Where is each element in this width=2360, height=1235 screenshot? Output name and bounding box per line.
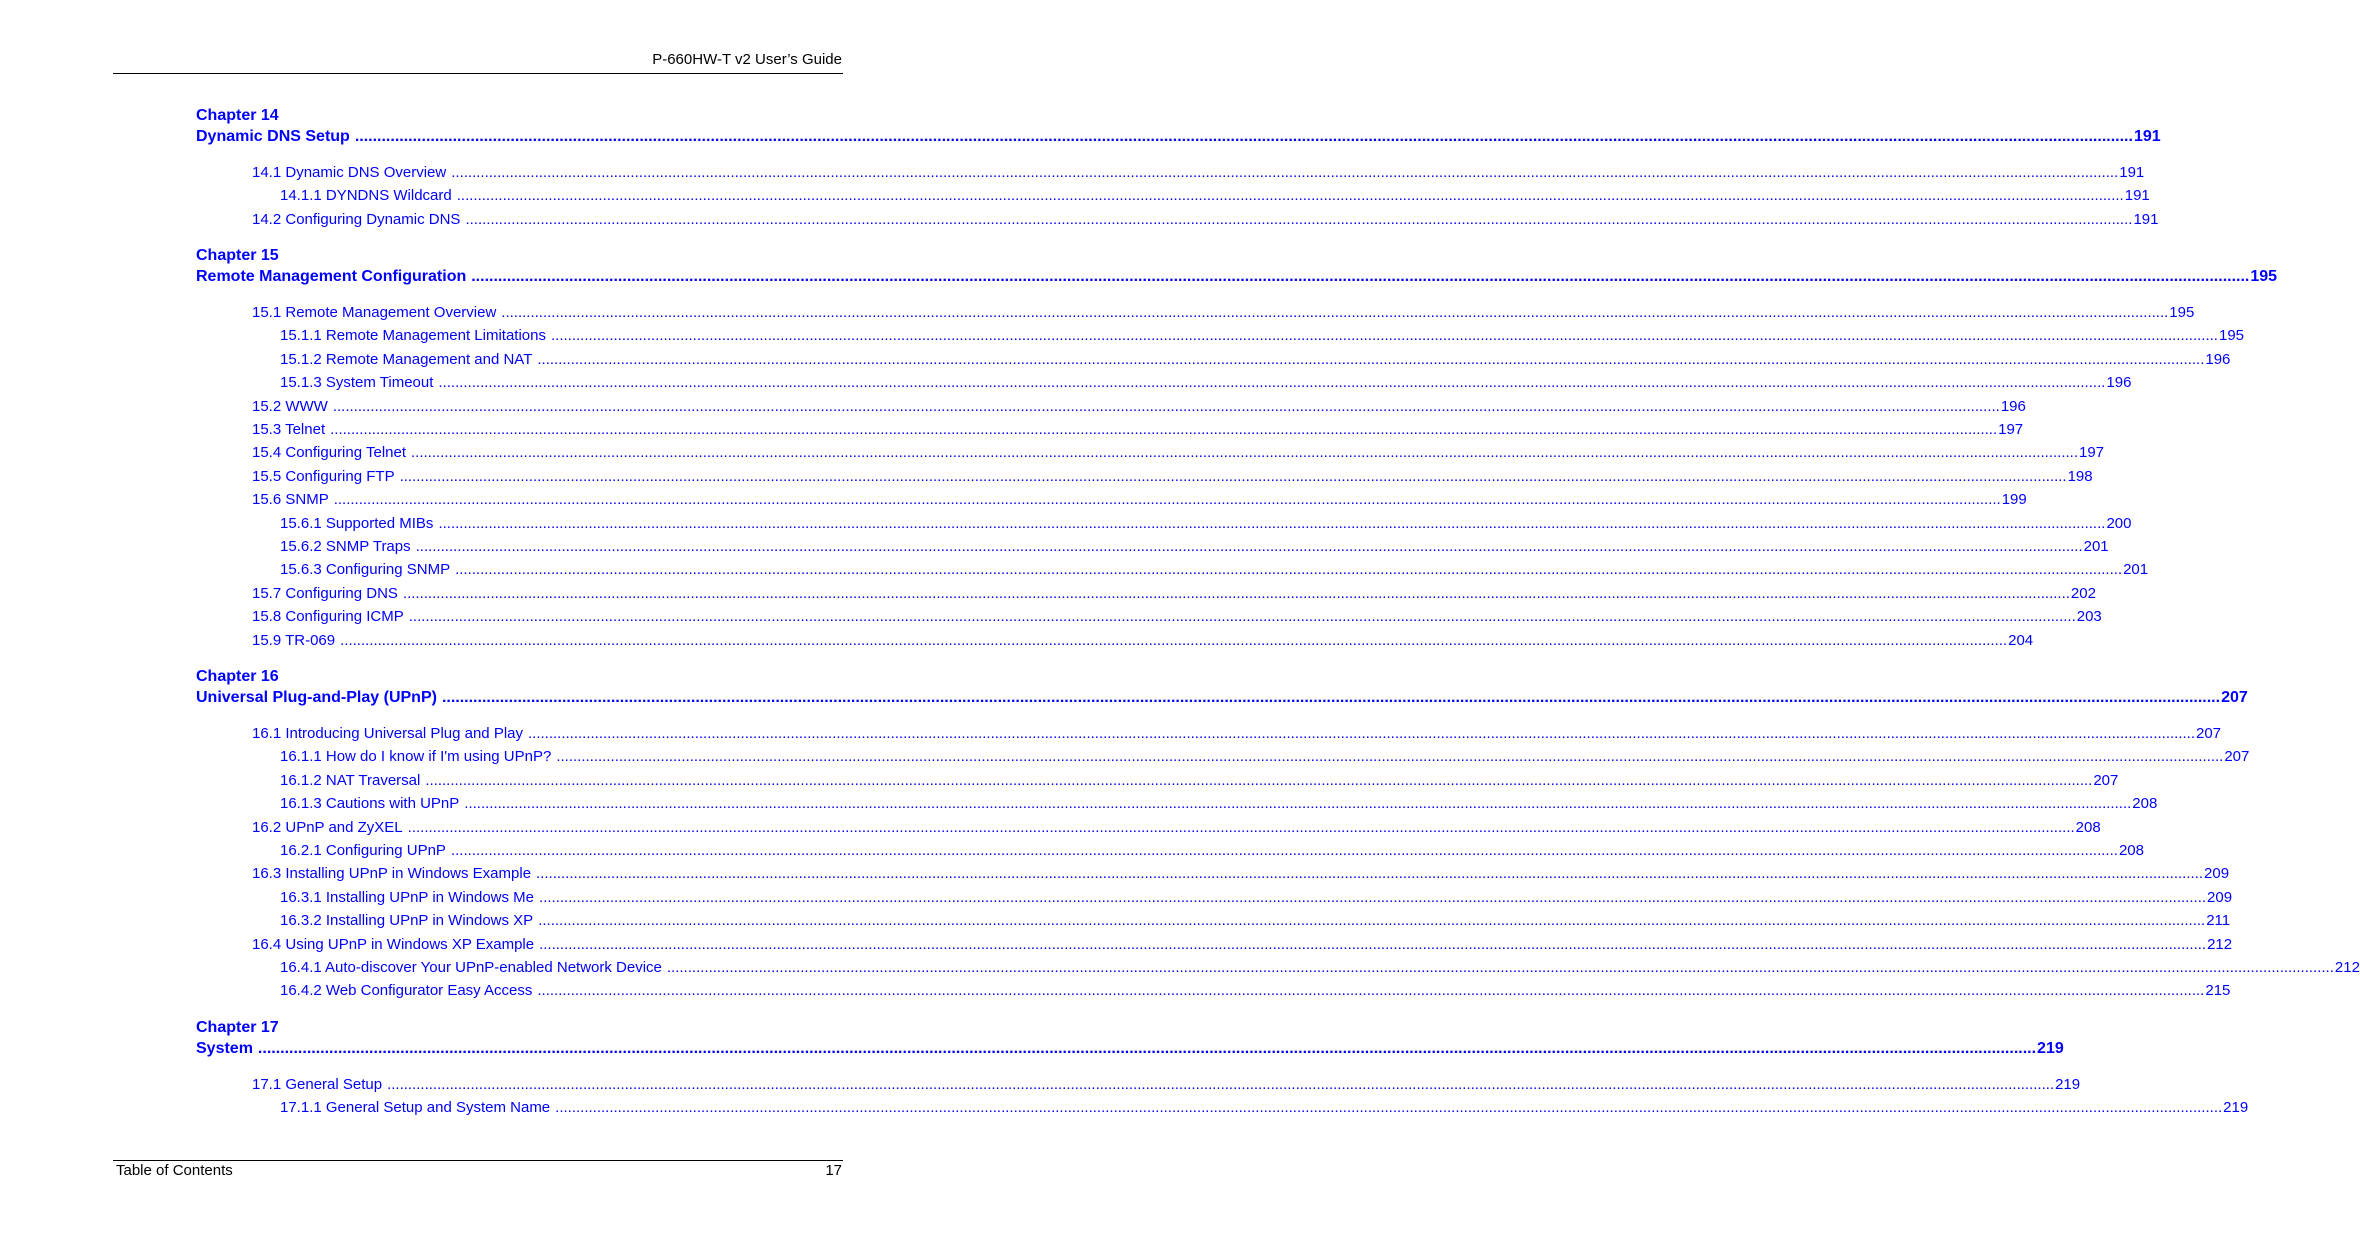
toc-subsection-link[interactable] (280, 912, 2231, 930)
toc-section-link[interactable] (252, 608, 2102, 626)
entry-page-number: 196 (2205, 350, 2231, 368)
chapter-page-number: 191 (2133, 128, 2161, 145)
entry-page-number: 203 (2076, 608, 2102, 626)
dot-leader: ................................................................................................................................................................................................................................................................................................................................................................................................................ (425, 771, 2093, 789)
entry-title: 16.4 Using UPnP in Windows XP Example (252, 935, 535, 953)
chapter-title-link[interactable] (196, 1040, 2064, 1058)
dot-leader: ................................................................................................................................................................................................................................................................................................................................................................................................................ (330, 421, 1998, 438)
entry-page-number: 195 (2218, 327, 2245, 345)
toc-section-link[interactable] (252, 164, 2145, 181)
toc-subsection-link[interactable] (280, 982, 2231, 1000)
dot-leader: ................................................................................................................................................................................................................................................................................................................................................................................................................ (399, 467, 2067, 485)
toc-section-link[interactable] (252, 491, 2027, 509)
toc-section-link[interactable] (252, 467, 2093, 485)
dot-leader: ................................................................................................................................................................................................................................................................................................................................................................................................................ (407, 818, 2075, 836)
dot-leader: ................................................................................................................................................................................................................................................................................................................................................................................................................ (501, 304, 2169, 321)
chapter-page-number: 195 (2250, 268, 2278, 285)
entry-page-number: 202 (2070, 584, 2096, 602)
chapter-title: Universal Plug-and-Play (UPnP) (196, 689, 437, 706)
dot-leader: ................................................................................................................................................................................................................................................................................................................................................................................................................ (257, 1040, 2037, 1057)
entry-title: 15.6.2 SNMP Traps (280, 538, 411, 555)
entry-page-number: 207 (2093, 771, 2119, 789)
dot-leader: ................................................................................................................................................................................................................................................................................................................................................................................................................ (456, 187, 2124, 205)
dot-leader: ................................................................................................................................................................................................................................................................................................................................................................................................................ (415, 538, 2083, 555)
entry-page-number: 212 (2207, 935, 2233, 953)
toc-section-link[interactable] (252, 584, 2096, 602)
entry-title: 15.1 Remote Management Overview (252, 304, 497, 321)
dot-leader: ................................................................................................................................................................................................................................................................................................................................................................................................................ (464, 795, 2132, 813)
entry-title: 17.1.1 General Setup and System Name (280, 1099, 551, 1117)
dot-leader: ................................................................................................................................................................................................................................................................................................................................................................................................................ (455, 561, 2123, 579)
toc-section-link[interactable] (252, 725, 2222, 742)
entry-page-number: 215 (2205, 982, 2231, 1000)
entry-title: 16.2.1 Configuring UPnP (280, 842, 446, 859)
toc-section-link[interactable] (252, 421, 2024, 438)
entry-page-number: 212 (2334, 959, 2360, 976)
entry-title: 16.1 Introducing Universal Plug and Play (252, 725, 523, 742)
dot-leader: ................................................................................................................................................................................................................................................................................................................................................................................................................ (450, 842, 2118, 859)
dot-leader: ................................................................................................................................................................................................................................................................................................................................................................................................................ (332, 397, 2000, 415)
dot-leader: ................................................................................................................................................................................................................................................................................................................................................................................................................ (438, 374, 2106, 392)
dot-leader: ................................................................................................................................................................................................................................................................................................................................................................................................................ (354, 128, 2133, 145)
entry-page-number: 196 (2000, 397, 2026, 415)
chapter-page-number: 207 (2221, 689, 2248, 706)
entry-title: 16.2 UPnP and ZyXEL (252, 818, 403, 836)
entry-page-number: 201 (2083, 538, 2109, 555)
entry-title: 14.1 Dynamic DNS Overview (252, 164, 447, 181)
entry-title: 15.1.3 System Timeout (280, 374, 434, 392)
toc-subsection-link[interactable] (280, 350, 2231, 368)
chapter-number: Chapter 16 (196, 668, 279, 685)
dot-leader: ................................................................................................................................................................................................................................................................................................................................................................................................................ (550, 327, 2218, 345)
footer-rule (113, 1160, 843, 1161)
dot-leader: ................................................................................................................................................................................................................................................................................................................................................................................................................ (471, 268, 2250, 285)
entry-page-number: 219 (2223, 1099, 2249, 1117)
chapter-title-link[interactable] (196, 268, 2278, 286)
chapter-title: Dynamic DNS Setup (196, 128, 350, 145)
toc-subsection-link[interactable] (280, 842, 2144, 859)
toc-section-link[interactable] (252, 397, 2026, 415)
entry-page-number: 196 (2106, 374, 2132, 392)
dot-leader: ................................................................................................................................................................................................................................................................................................................................................................................................................ (555, 1099, 2223, 1117)
toc-subsection-link[interactable] (280, 1099, 2249, 1117)
header-title: P-660HW-T v2 User’s Guide (652, 51, 842, 68)
footer-page-number: 17 (825, 1162, 842, 1179)
chapter-number: Chapter 15 (196, 247, 279, 264)
entry-page-number: 200 (2106, 514, 2132, 532)
entry-page-number: 207 (2196, 725, 2222, 742)
dot-leader: ................................................................................................................................................................................................................................................................................................................................................................................................................ (465, 210, 2133, 228)
toc-section-link[interactable] (252, 818, 2101, 836)
entry-title: 16.4.2 Web Configurator Easy Access (280, 982, 533, 1000)
entry-title: 15.6.3 Configuring SNMP (280, 561, 451, 579)
dot-leader: ................................................................................................................................................................................................................................................................................................................................................................................................................ (537, 350, 2205, 368)
entry-page-number: 204 (2008, 631, 2034, 649)
entry-title: 16.3 Installing UPnP in Windows Example (252, 865, 532, 883)
footer-section: Table of Contents (116, 1162, 233, 1179)
chapter-page-number: 219 (2037, 1040, 2064, 1057)
chapter-number: Chapter 17 (196, 1019, 279, 1036)
dot-leader: ................................................................................................................................................................................................................................................................................................................................................................................................................ (528, 725, 2195, 742)
entry-page-number: 198 (2067, 467, 2093, 485)
toc-section-link[interactable] (252, 444, 2105, 462)
toc-subsection-link[interactable] (280, 514, 2132, 532)
entry-title: 15.7 Configuring DNS (252, 584, 398, 602)
entry-title: 15.9 TR-069 (252, 631, 336, 649)
entry-title: 14.1.1 DYNDNS Wildcard (280, 187, 452, 205)
dot-leader: ................................................................................................................................................................................................................................................................................................................................................................................................................ (539, 888, 2207, 906)
dot-leader: ................................................................................................................................................................................................................................................................................................................................................................................................................ (402, 584, 2070, 602)
dot-leader: ................................................................................................................................................................................................................................................................................................................................................................................................................ (537, 982, 2205, 1000)
entry-page-number: 209 (2204, 865, 2230, 883)
entry-page-number: 197 (2079, 444, 2105, 462)
toc-section-link[interactable] (252, 865, 2230, 883)
dot-leader: ................................................................................................................................................................................................................................................................................................................................................................................................................ (408, 608, 2076, 626)
toc-subsection-link[interactable] (280, 327, 2245, 345)
dot-leader: ................................................................................................................................................................................................................................................................................................................................................................................................................ (441, 689, 2221, 706)
entry-page-number: 191 (2119, 164, 2145, 181)
toc-section-link[interactable] (252, 631, 2034, 649)
entry-page-number: 197 (1998, 421, 2024, 438)
toc-section-link[interactable] (252, 210, 2159, 228)
chapter-title: Remote Management Configuration (196, 268, 467, 285)
toc-subsection-link[interactable] (280, 771, 2119, 789)
toc-subsection-link[interactable] (280, 374, 2132, 392)
dot-leader: ................................................................................................................................................................................................................................................................................................................................................................................................................ (438, 514, 2106, 532)
toc-subsection-link[interactable] (280, 748, 2250, 766)
entry-title: 15.5 Configuring FTP (252, 467, 395, 485)
entry-title: 15.4 Configuring Telnet (252, 444, 406, 462)
entry-title: 15.6.1 Supported MIBs (280, 514, 434, 532)
entry-page-number: 219 (2055, 1076, 2081, 1093)
entry-title: 15.2 WWW (252, 397, 328, 415)
dot-leader: ................................................................................................................................................................................................................................................................................................................................................................................................................ (666, 959, 2334, 976)
entry-title: 16.3.2 Installing UPnP in Windows XP (280, 912, 534, 930)
entry-page-number: 201 (2123, 561, 2149, 579)
entry-title: 15.8 Configuring ICMP (252, 608, 404, 626)
toc-subsection-link[interactable] (280, 538, 2109, 555)
dot-leader: ................................................................................................................................................................................................................................................................................................................................................................................................................ (556, 748, 2224, 766)
entry-title: 16.1.1 How do I know if I'm using UPnP? (280, 748, 552, 766)
chapter-title-link[interactable] (196, 689, 2248, 707)
entry-title: 16.1.3 Cautions with UPnP (280, 795, 460, 813)
toc-subsection-link[interactable] (280, 795, 2158, 813)
dot-leader: ................................................................................................................................................................................................................................................................................................................................................................................................................ (538, 912, 2206, 930)
toc-section-link[interactable] (252, 304, 2195, 321)
entry-page-number: 211 (2206, 912, 2231, 930)
chapter-title-link[interactable] (196, 128, 2161, 146)
entry-title: 16.3.1 Installing UPnP in Windows Me (280, 888, 535, 906)
entry-title: 15.1.2 Remote Management and NAT (280, 350, 533, 368)
entry-page-number: 209 (2207, 888, 2233, 906)
entry-title: 15.6 SNMP (252, 491, 329, 509)
entry-title: 16.4.1 Auto-discover Your UPnP-enabled Network Device (280, 959, 662, 976)
chapter-number: Chapter 14 (196, 107, 279, 124)
entry-page-number: 208 (2132, 795, 2158, 813)
entry-title: 17.1 General Setup (252, 1076, 383, 1093)
dot-leader: ................................................................................................................................................................................................................................................................................................................................................................................................................ (340, 631, 2008, 649)
toc-subsection-link[interactable] (280, 959, 2360, 976)
dot-leader: ................................................................................................................................................................................................................................................................................................................................................................................................................ (387, 1076, 2055, 1093)
dot-leader: ................................................................................................................................................................................................................................................................................................................................................................................................................ (539, 935, 2207, 953)
chapter-title: System (196, 1040, 253, 1057)
entry-title: 14.2 Configuring Dynamic DNS (252, 210, 461, 228)
entry-page-number: 207 (2224, 748, 2250, 766)
entry-page-number: 191 (2133, 210, 2159, 228)
entry-page-number: 191 (2124, 187, 2150, 205)
dot-leader: ................................................................................................................................................................................................................................................................................................................................................................................................................ (451, 164, 2119, 181)
entry-page-number: 195 (2169, 304, 2195, 321)
entry-title: 15.1.1 Remote Management Limitations (280, 327, 546, 345)
entry-title: 15.3 Telnet (252, 421, 326, 438)
dot-leader: ................................................................................................................................................................................................................................................................................................................................................................................................................ (411, 444, 2078, 462)
entry-page-number: 208 (2118, 842, 2144, 859)
entry-page-number: 208 (2075, 818, 2101, 836)
toc-subsection-link[interactable] (280, 561, 2149, 579)
toc-section-link[interactable] (252, 935, 2233, 953)
toc-subsection-link[interactable] (280, 187, 2150, 205)
dot-leader: ................................................................................................................................................................................................................................................................................................................................................................................................................ (536, 865, 2204, 883)
dot-leader: ................................................................................................................................................................................................................................................................................................................................................................................................................ (333, 491, 2001, 509)
toc-section-link[interactable] (252, 1076, 2081, 1093)
entry-title: 16.1.2 NAT Traversal (280, 771, 421, 789)
entry-page-number: 199 (2001, 491, 2027, 509)
toc-subsection-link[interactable] (280, 888, 2233, 906)
